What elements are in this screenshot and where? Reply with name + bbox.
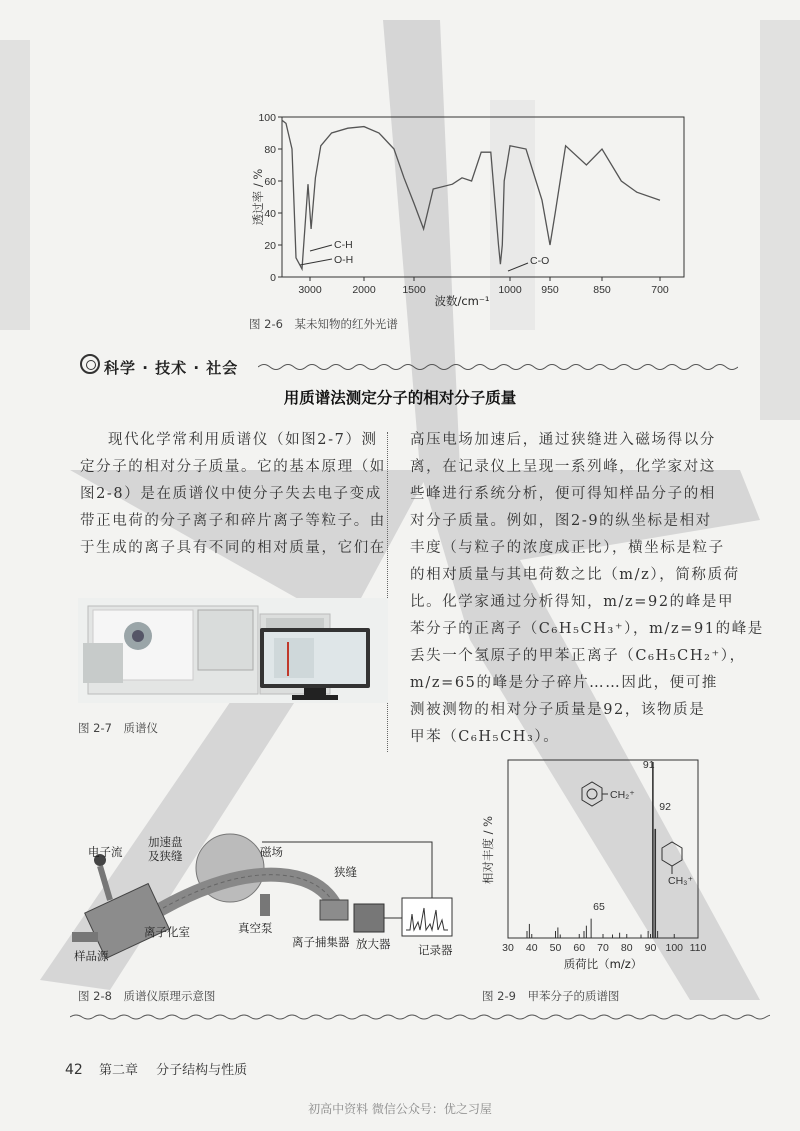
vacuum-pump-pipe — [260, 894, 270, 916]
ir-x-tick-label: 700 — [651, 284, 669, 296]
electron-stream — [100, 866, 110, 900]
mass-spectrometer-photo — [78, 598, 388, 703]
left-paragraph-line: 现代化学常利用质谱仪（如图2-7）测 — [108, 432, 378, 448]
ir-annotation-co: C-O — [530, 255, 550, 267]
sample-source-pipe — [72, 932, 98, 942]
ir-x-tick-label: 850 — [593, 284, 611, 296]
mass-spectrum-chart — [478, 750, 708, 980]
chapter-title: 分子结构与性质 — [156, 1063, 248, 1078]
right-paragraph-line: 测被测物的相对分子质量是92，该物质是 — [410, 702, 706, 718]
amplifier-box — [354, 904, 384, 932]
ms-x-tick-label: 40 — [525, 942, 538, 954]
left-paragraph-line: 带正电荷的分子离子和碎片离子等粒子。由 — [80, 513, 386, 529]
chapter-label: 第二章 — [98, 1063, 138, 1078]
diagram-label: 磁场 — [260, 845, 283, 859]
ir-x-tick-label: 1000 — [498, 284, 522, 296]
diagram-label: 离子捕集器 — [292, 935, 350, 949]
right-paragraph-line: m/z=65的峰是分子碎片……因此，便可推 — [410, 675, 718, 691]
ir-y-tick-label: 40 — [264, 208, 276, 220]
ir-x-tick-label: 1500 — [402, 284, 426, 296]
left-paragraph — [80, 427, 386, 562]
left-paragraph-line: 于生成的离子具有不同的相对质量，它们在 — [80, 540, 386, 556]
ion-label-ch2: CH₂⁺ — [610, 789, 635, 801]
ir-x-tick-label: 950 — [541, 284, 559, 296]
ir-y-tick-label: 80 — [264, 144, 276, 156]
right-paragraph-line: 对分子质量。例如，图2-9的纵坐标是相对 — [410, 513, 712, 529]
ir-y-tick-label: 60 — [264, 176, 276, 188]
ir-spectrum-chart — [240, 105, 710, 320]
diagram-label: 真空泵 — [238, 921, 273, 935]
left-paragraph-line: 图2-8）是在质谱仪中使分子失去电子变成 — [80, 486, 382, 502]
ms-x-tick-label: 90 — [644, 942, 657, 954]
page-number: 42 — [65, 1062, 83, 1078]
ir-y-tick-label: 0 — [270, 272, 276, 284]
ion-label-ch3: CH₃⁺ — [668, 875, 693, 887]
benzene-ring-icon — [587, 789, 597, 799]
right-paragraph-line: 丰度（与粒子的浓度成正比），横坐标是粒子 — [410, 540, 725, 556]
ir-plot-frame — [282, 117, 684, 277]
ms-x-tick-label: 80 — [620, 942, 633, 954]
ir-annotation-leader — [508, 263, 528, 271]
right-paragraph-line: 甲苯（C₆H₅CH₃）。 — [410, 729, 560, 745]
right-paragraph-line: 丢失一个氢原子的甲苯正离子（C₆H₅CH₂⁺）， — [410, 648, 746, 664]
left-paragraph-line: 定分子的相对分子质量。它的基本原理（如 — [80, 459, 386, 475]
fig29-caption: 图 2-9 甲苯分子的质谱图 — [482, 989, 620, 1003]
diagram-label: 样品源 — [74, 949, 109, 963]
toluene-ring-icon — [662, 842, 682, 866]
right-paragraph — [410, 427, 764, 751]
ms-x-tick-label: 50 — [549, 942, 562, 954]
ms-x-tick-label: 30 — [502, 942, 514, 954]
ms-peak-label-91: 91 — [642, 759, 655, 771]
ir-y-tick-label: 20 — [264, 240, 276, 252]
page-footer — [65, 1059, 247, 1078]
diagram-label: 电子流 — [88, 845, 123, 859]
ms-peak-label-92: 92 — [659, 801, 671, 813]
ir-chart-caption: 图 2-6 某未知物的红外光谱 — [249, 317, 398, 331]
right-paragraph-line: 离，在记录仪上呈现一系列峰，化学家对这 — [410, 459, 716, 475]
ion-collector — [320, 900, 348, 920]
diagram-label: 及狭缝 — [148, 849, 183, 863]
benzene-ring-icon — [582, 782, 602, 806]
watermark-text: 初高中资料 微信公众号：优之习屋 — [308, 1102, 492, 1116]
section-badge-title: 科学 · 技术 · 社会 — [104, 359, 239, 377]
diagram-label: 离子化室 — [144, 925, 190, 939]
fig27-caption: 图 2-7 质谱仪 — [78, 721, 158, 735]
ir-x-axis-label: 波数/cm⁻¹ — [434, 294, 490, 308]
diagram-label: 放大器 — [356, 937, 391, 951]
right-paragraph-line: 的相对质量与其电荷数之比（m/z），简称质荷 — [410, 567, 740, 583]
ir-annotation-ch: C-H — [334, 239, 353, 251]
ms-y-axis-label: 相对丰度 / % — [481, 815, 495, 885]
mass-spectrometer-diagram — [70, 830, 470, 970]
ionization-chamber — [85, 884, 170, 959]
ir-annotation-oh: O-H — [334, 254, 354, 266]
ir-annotation-leader — [300, 259, 332, 265]
section-divider — [258, 362, 738, 372]
ms-x-tick-label: 70 — [597, 942, 609, 954]
diagram-label: 记录器 — [418, 943, 453, 957]
right-paragraph-line: 高压电场加速后，通过狭缝进入磁场得以分 — [410, 432, 716, 448]
ir-x-tick-label: 2000 — [352, 284, 376, 296]
article-title: 用质谱法测定分子的相对分子质量 — [283, 389, 517, 407]
diagram-label: 加速盘 — [148, 835, 183, 849]
ms-x-axis-label: 质荷比（m/z） — [563, 957, 643, 971]
fig28-caption: 图 2-8 质谱仪原理示意图 — [78, 989, 216, 1003]
section-badge-icon — [80, 354, 100, 374]
diagram-label: 狭缝 — [334, 865, 357, 879]
right-paragraph-line: 苯分子的正离子（C₆H₅CH₃⁺），m/z=91的峰是 — [410, 621, 764, 637]
ms-x-tick-label: 60 — [573, 942, 586, 954]
ms-peak-label-65: 65 — [593, 901, 605, 913]
ir-y-axis-label: 透过率 / % — [251, 168, 265, 226]
ms-x-tick-label: 100 — [665, 942, 684, 954]
ms-x-tick-label: 110 — [689, 942, 707, 954]
ir-annotation-leader — [310, 245, 332, 251]
ir-y-tick-label: 100 — [258, 112, 276, 124]
bottom-divider — [70, 1012, 770, 1022]
column-divider — [387, 432, 388, 752]
right-paragraph-line: 些峰进行系统分析，便可得知样品分子的相 — [410, 486, 716, 502]
right-paragraph-line: 比。化学家通过分析得知，m/z=92的峰是甲 — [410, 594, 735, 610]
ir-x-tick-label: 3000 — [298, 284, 322, 296]
